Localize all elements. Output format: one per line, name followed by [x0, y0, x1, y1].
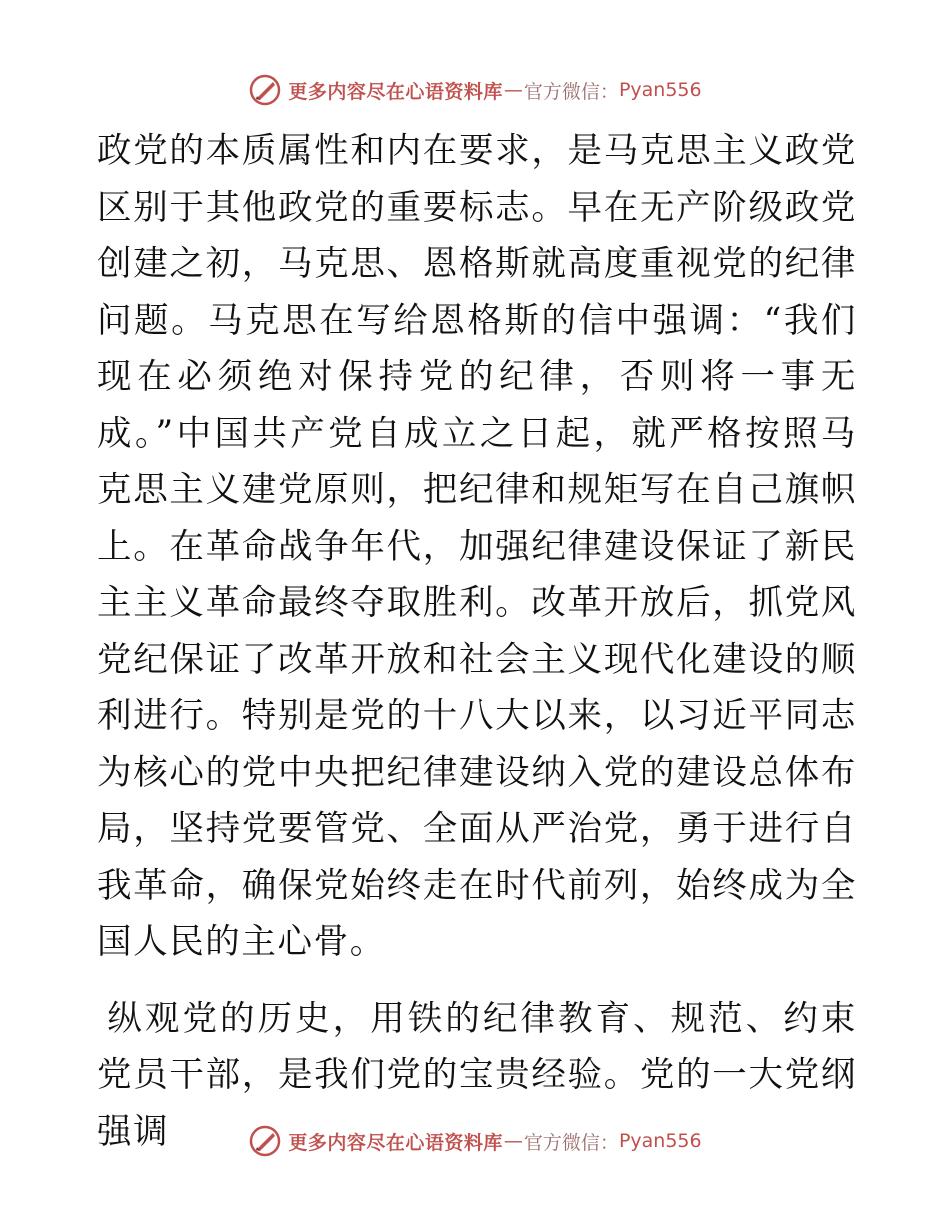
watermark-account-id: Pyan556	[618, 79, 702, 101]
watermark-separator: —	[503, 79, 523, 101]
red-quill-logo-icon	[248, 1124, 282, 1158]
red-quill-logo-icon	[248, 73, 282, 107]
header-watermark	[0, 70, 950, 110]
document-body	[97, 123, 857, 1160]
watermark-label: 官方微信：	[523, 1131, 619, 1154]
footer-watermark	[0, 1121, 950, 1161]
watermark-account-id: Pyan556	[618, 1130, 702, 1152]
watermark-site-text: 更多内容尽在心语资料库	[288, 80, 503, 103]
watermark-site-text: 更多内容尽在心语资料库	[288, 1131, 503, 1154]
watermark-label: 官方微信：	[523, 80, 619, 103]
paragraph-2: 纵观党的历史，用铁的纪律教育、规范、约束党员干部，是我们党的宝贵经验。党的一大党纲强调	[97, 998, 857, 1152]
watermark-separator: —	[503, 1130, 523, 1152]
paragraph-1: 政党的本质属性和内在要求，是马克思主义政党区别于其他政党的重要标志。早在无产阶级政党创建之初，马克思、恩格斯就高度重视党的纪律问题。马克思在写给恩格斯的信中强调：“我们现在必须绝对保持党的纪律，否则将一事无成。”中国共产党自成立之日起，就严格按照马克思主义建党原则，把纪律和规矩写在自己旗帜上。在革命战争年代，加强纪律建设保证了新民主主义革命最终夺取胜利。改革开放后，抓党风党纪保证了改革开放和社会主义现代化建设的顺利进行。特别是党的十八大以来，以习近平同志为核心的党中央把纪律建设纳入党的建设总体布局，坚持党要管党、全面从严治党，勇于进行自我革命，确保党始终走在时代前列，始终成为全国人民的主心骨。	[97, 131, 857, 962]
